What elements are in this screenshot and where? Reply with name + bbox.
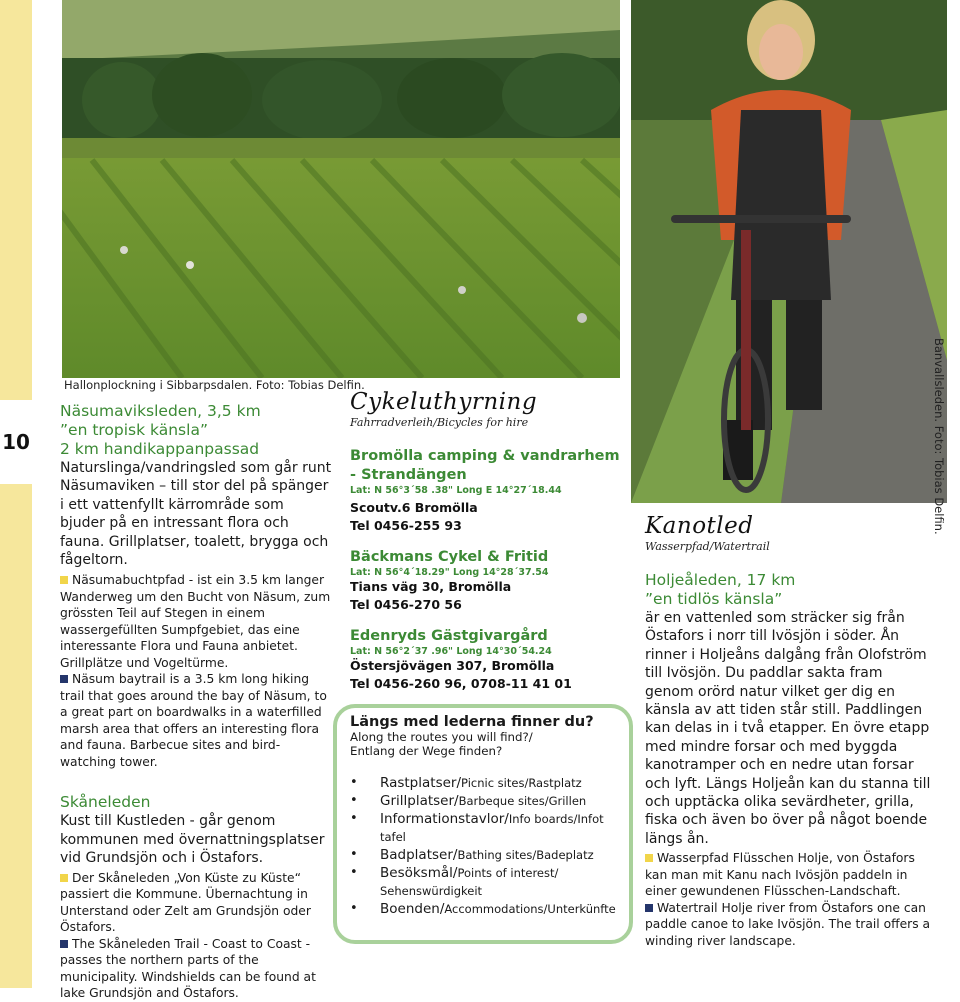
nasumaviksleden-title: Näsumaviksleden, 3,5 km (60, 402, 261, 420)
skaneleden-en-para (60, 936, 332, 1002)
rental-phone: Tel 0456-260 96, 0708-11 41 01 (350, 675, 572, 691)
page-number-box (0, 400, 32, 484)
holjealeden-text-de: Wasserpfad Flüsschen Holje, von Östafors kan man mit Kanu nach Ivösjön paddeln in einer gewundenen Flüsschen-Landschaft. (645, 851, 915, 899)
nasumaviksleden-text-sv: Naturslinga/vandringsled som går runt Näsumaviken – till stor del på spänger i ett vattenfyllt kärrområde som bjuder på en intressant flora och fauna. Grillplatser, toalett, brygga och fågeltorn. (60, 460, 332, 569)
yellow-square-icon (60, 874, 68, 882)
routes-subtitle (350, 730, 630, 758)
cykeluthyrning-subtitle: Fahrradverleih/Bicycles for hire (350, 416, 529, 429)
list-item-sub: Accommodations/Unterkünfte (444, 902, 616, 916)
list-item-main: Grillplatser/ (380, 793, 459, 809)
yellow-square-icon (645, 854, 653, 862)
routes-info-content (350, 714, 630, 918)
routes-list (350, 774, 630, 918)
cykeluthyrning-title: Cykeluthyrning (350, 389, 538, 415)
navy-square-icon (60, 675, 68, 683)
list-item (350, 864, 630, 900)
routes-subtitle-de: Entlang der Wege finden? (350, 744, 503, 758)
list-item-sub: Bathing sites/Badeplatz (457, 848, 594, 862)
list-item-sub: Points of interest/ Sehenswürdigkeit (380, 866, 559, 898)
page-number: 10 (2, 430, 30, 454)
nasumaviksleden-text-en: Näsum baytrail is a 3.5 km long hiking trail that goes around the bay of Näsum, to a great part on boardwalks in a waterfilled marsh area that offers an interesting flora and fauna. Barbecue sites and bird-watching tower. (60, 672, 327, 769)
rental-entry (350, 627, 630, 692)
column-bike-rental (350, 388, 630, 692)
cyclist-photo (631, 0, 947, 503)
rental-address: Östersjövägen 307, Bromölla (350, 658, 555, 673)
column-hiking (60, 402, 332, 1002)
raspberry-field-photo (62, 0, 620, 378)
vine-photo-caption: Hallonplockning i Sibbarpsdalen. Foto: Tobias Delfin. (64, 378, 365, 392)
nasumaviksleden-en-para (60, 671, 332, 770)
list-item-main: Rastplatser/ (380, 775, 462, 791)
rental-coord: Lat: N 56°3´58 .38" Long E 14°27´18.44 (350, 485, 562, 496)
navy-square-icon (60, 940, 68, 948)
bike-photo-caption: Banvallsleden. Foto: Tobias Delfin. (932, 338, 946, 535)
rental-coord: Lat: N 56°2´37 .96" Long 14°30´54.24 (350, 646, 552, 657)
rental-phone: Tel 0456-255 93 (350, 517, 462, 533)
holjealeden-de-para (645, 850, 935, 900)
yellow-square-icon (60, 576, 68, 584)
list-item (350, 774, 630, 792)
list-item-sub: Info boards/Infot tafel (380, 812, 604, 844)
list-item-main: Boenden/ (380, 901, 445, 917)
column-canoe (645, 512, 935, 949)
rental-address: Tians väg 30, Bromölla (350, 579, 512, 594)
nasumaviksleden-access: 2 km handikappanpassad (60, 440, 260, 458)
list-item-sub: Picnic sites/Rastplatz (461, 776, 582, 790)
skaneleden-title: Skåneleden (60, 793, 151, 812)
list-item (350, 810, 630, 846)
nasumaviksleden-de-para (60, 572, 332, 671)
rental-entry (350, 447, 630, 534)
rental-address: Scoutv.6 Bromölla (350, 500, 478, 515)
list-item (350, 846, 630, 864)
rental-name: Edenryds Gästgivargård (350, 628, 548, 644)
nasumaviksleden-text-de: Näsumabuchtpfad - ist ein 3.5 km langer Wanderweg um den Bucht von Näsum, zum grössten Teil auf Stegen in einem wassergefüllten Sumpfgebiet, das eine interessante Flora und Fauna anbietet. Grillplätze und Vogeltürme. (60, 573, 331, 670)
list-item-main: Besöksmål/ (380, 865, 458, 881)
kanotled-title: Kanotled (645, 513, 754, 539)
rental-entry (350, 548, 630, 613)
navy-square-icon (645, 904, 653, 912)
routes-subtitle-en: Along the routes you will find?/ (350, 730, 533, 744)
holjealeden-en-para (645, 900, 935, 950)
holjealeden-text-en: Watertrail Holje river from Östafors one can paddle canoe to lake Ivösjön. The trail offers a winding river landscape. (645, 900, 931, 948)
nasumaviksleden-tagline: ”en tropisk känsla” (60, 421, 208, 439)
skaneleden-de-para (60, 870, 332, 936)
rental-coord: Lat: N 56°4´18.29" Long 14°28´37.54 (350, 567, 549, 578)
routes-title: Längs med lederna finner du? (350, 714, 594, 730)
list-item (350, 792, 630, 810)
holjealeden-title: Holjeåleden, 17 km (645, 571, 796, 589)
list-item (350, 900, 630, 918)
list-item-sub: Barbeque sites/Grillen (458, 794, 587, 808)
kanotled-subtitle: Wasserpfad/Watertrail (645, 540, 770, 553)
rental-phone: Tel 0456-270 56 (350, 596, 462, 612)
holjealeden-tagline: ”en tidlös känsla” (645, 590, 783, 608)
rental-name: Bromölla camping & vandrarhem - Strandängen (350, 448, 620, 483)
accent-strip (0, 0, 32, 988)
rental-name: Bäckmans Cykel & Fritid (350, 549, 549, 565)
list-item-main: Badplatser/ (380, 847, 458, 863)
skaneleden-text-sv: Kust till Kustleden - går genom kommunen med övernattningsplatser vid Grundsjön och i Östafors. (60, 813, 325, 867)
holjealeden-text-sv: är en vattenled som sträcker sig från Östafors i norr till Ivösjön i söder. Ån rinner i Holjeåns dalgång från Olofström till Ivösjön. Du paddlar sakta fram genom orörd natur vilket ger dig en känsla av att tiden står still. Paddlingen kan delas in i två etapper. En övre etapp med mindre forsar och med byggda kanotramper och en nedre utan forsar och lyft. Längs Holjeån kan du stanna till och upptäcka olika sevärdheter, grilla, fiska och även bo över på något boende längs ån. (645, 610, 931, 847)
skaneleden-text-de: Der Skåneleden „Von Küste zu Küste“ passiert die Kommune. Übernachtung in Unterstand oder Zelt am Grundsjön oder Östafors. (60, 870, 311, 935)
skaneleden-text-en: The Skåneleden Trail - Coast to Coast - passes the northern parts of the municipality. Windshields can be found at lake Grundsjön and Östafors. (60, 936, 316, 1001)
list-item-main: Informationstavlor/ (380, 811, 509, 827)
